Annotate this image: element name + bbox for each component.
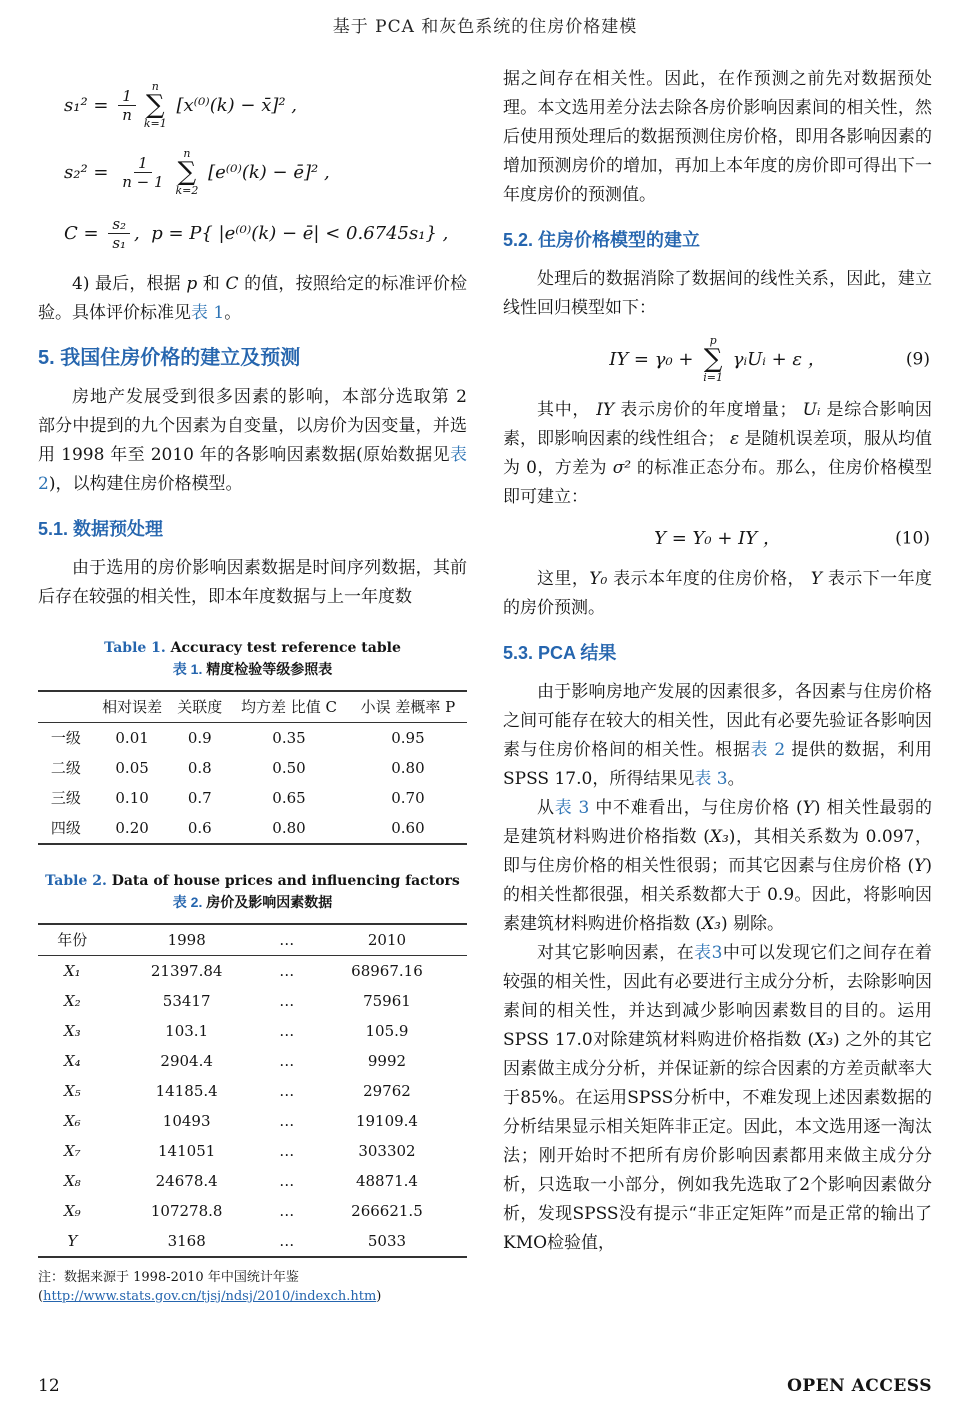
table-cell: 48871.4 [355, 1172, 418, 1190]
table-cell: … [279, 1172, 295, 1190]
table-cell: 21397.84 [150, 962, 223, 980]
paragraph-step4 [38, 270, 467, 328]
table-row [38, 1106, 467, 1136]
formula-text: [x⁽⁰⁾(k) − x̄]² , [170, 95, 298, 116]
text-segment: 中可以发现它们之间存在着较强的相关性，因此有必要进行主成分分析，去除影响因素间的相关性，并达到减少影响因素数目的目的。运用SPSS 17.0对除建筑材料购进价格指数 ( [503, 943, 933, 1050]
table-cell: … [279, 1052, 295, 1070]
table-ref-link[interactable]: 表3 [694, 943, 723, 963]
table-cell: X₂ [63, 992, 81, 1010]
table-cell: 0.8 [187, 759, 212, 777]
text-segment: 房价及影响因素数据 [206, 894, 333, 910]
text-segment: X₃ [702, 914, 721, 934]
table-row [38, 723, 467, 754]
open-access-label: OPEN ACCESS [787, 1376, 932, 1396]
text-segment: 提供的数据，利用 SPSS 17.0，所得结果见 [503, 740, 932, 789]
table1-accuracy-reference [38, 690, 467, 845]
table-cell: 一级 [50, 729, 81, 747]
text-segment: )，以构建住房价格模型。 [48, 474, 243, 494]
formula-text: s₂² = [64, 162, 115, 183]
table1-body [38, 723, 467, 845]
equation-10-row [503, 524, 932, 553]
table-cell: 0.9 [187, 729, 212, 747]
formula-s2-squared [64, 148, 467, 197]
formula-text: C = [64, 223, 105, 244]
table-cell: 141051 [158, 1142, 216, 1160]
text-segment: 精度检验等级参照表 [206, 661, 333, 677]
table-row [38, 753, 467, 783]
table-row [38, 956, 467, 987]
text-segment: ) 的相关性都很强，相关系数都大于 0.9。因此，将影响因素建筑材料购进价格指数 ( [503, 856, 932, 934]
text-segment: ) 剔除。 [720, 914, 785, 934]
paragraph-section5-1 [38, 554, 467, 612]
formula-text: γᵢUᵢ + ε ， [726, 349, 826, 370]
table-cell: 相对误差 [102, 698, 163, 716]
formula-text: Y = Y₀ + IY ， [654, 528, 781, 549]
text-segment: ) 之外的其它因素做主成分分析，并保证新的综合因素的方差贡献率大于85%。在运用SPSS分析中，不难发现上述因素数据的分析结果显示相关矩阵非正定。因此，本文选用逐一淘汰法；刚开始时不把所有房价影响因素都用来做主成分分析，只选取一小部分，例如我先选取了2个影响因素做分析，发现SPSS没有提示“非正定矩阵”而是正常的输出了KMO检验值， [503, 1030, 932, 1253]
table-cell: 0.80 [272, 819, 306, 837]
fraction: $\frac{1}{n}$ [118, 87, 136, 124]
table1-header [38, 691, 467, 723]
equation-10-number: (10) [895, 528, 930, 548]
paragraph-5-2-closing [503, 565, 932, 623]
text-segment: 由于影响房地产发展的因素很多，各因素与住房价格之间可能存在较大的相关性，因此有必要先验证各影响因素与住房价格间的相关性。根据 [503, 682, 932, 760]
text-segment: 表 1. [172, 661, 207, 677]
text-segment: 处理后的数据消除了数据间的线性关系，因此，建立线性回归模型如下： [503, 269, 932, 318]
table-cell: X₉ [63, 1202, 81, 1220]
table-cell: 0.65 [272, 789, 306, 807]
equation-10-formula [654, 524, 781, 553]
table-cell: X₄ [63, 1052, 81, 1070]
text-segment: X₃ [709, 827, 729, 847]
text-segment: 。 [224, 303, 242, 323]
section-5-heading: 5. 我国住房价格的建立及预测 [38, 347, 301, 369]
table-cell: 2010 [367, 931, 407, 949]
table-cell: 2904.4 [160, 1052, 213, 1070]
table-cell: 0.01 [115, 729, 149, 747]
text-segment: Data of house prices and influencing factors [111, 873, 460, 889]
table-cell: 105.9 [365, 1022, 409, 1040]
table-cell: 关联度 [177, 698, 223, 716]
table-cell: 小误 差概率 P [360, 698, 456, 716]
table-cell: 二级 [50, 759, 81, 777]
section-5-2-heading: 5.2. 住房价格模型的建立 [503, 230, 701, 250]
text-segment: Table 1. [104, 640, 171, 656]
paragraph-section5-intro [38, 383, 467, 499]
table-cell: 均方差 比值 C [240, 698, 337, 716]
table-cell: 0.95 [391, 729, 425, 747]
table-row [38, 1016, 467, 1046]
table-cell: … [279, 1022, 295, 1040]
table-ref-link[interactable]: 表 3 [694, 769, 728, 789]
summation-symbol: n ∑ k=1 [143, 80, 167, 130]
table-cell: 0.6 [187, 819, 212, 837]
formula-text: , p = P{ |e⁽⁰⁾(k) − ē| < 0.6745s₁} , [134, 223, 449, 244]
table1-caption-zh [38, 659, 467, 680]
paragraph-5-3-c [503, 939, 932, 1258]
text-segment: 从 [537, 798, 555, 818]
table-row [38, 1136, 467, 1166]
table-cell: 103.1 [165, 1022, 209, 1040]
text-segment: )，其相关系数为 0.097，即与住房价格的相关性很弱；而其它因素与住房价格 ( [503, 827, 932, 876]
table-cell: 1998 [167, 931, 206, 949]
text-segment: Y₀ [589, 569, 608, 589]
table-cell: X₁ [63, 962, 81, 980]
formula-c-ratio [64, 215, 467, 252]
paragraph-continuation [503, 65, 932, 210]
page-number: 12 [38, 1376, 60, 1396]
table-cell: 9992 [367, 1052, 407, 1070]
table-cell: … [279, 1112, 295, 1130]
paragraph-5-3-a [503, 678, 932, 794]
table-row [38, 1226, 467, 1257]
text-segment: 表示下一年度的房价预测。 [503, 569, 932, 618]
table-cell: 0.7 [187, 789, 212, 807]
table-cell: X₇ [63, 1142, 81, 1160]
table2-caption-en [38, 871, 467, 892]
table2-source-note [38, 1268, 467, 1306]
table-cell: 266621.5 [351, 1202, 423, 1220]
text-segment: Y [802, 798, 814, 818]
table-row [38, 1166, 467, 1196]
summation-symbol: n ∑ k=2 [175, 147, 199, 197]
text-segment: 其中， [537, 400, 597, 420]
table-cell: 三级 [50, 789, 81, 807]
table-row [38, 924, 467, 956]
text-segment: IY [596, 400, 615, 420]
table-row [38, 1196, 467, 1226]
text-segment: 的值，按照给定的标准评价检验。具体评价标准见 [38, 274, 467, 323]
table-cell: 5033 [367, 1232, 407, 1250]
text-segment: 和 [197, 274, 226, 294]
section-5-3-heading: 5.3. PCA 结果 [503, 643, 617, 663]
table-cell: 68967.16 [351, 962, 423, 980]
table-row [38, 1046, 467, 1076]
table2-body [38, 956, 467, 1258]
left-column [38, 65, 467, 1306]
equation-9-formula [609, 335, 826, 384]
text-segment: 。 [727, 769, 745, 789]
table-cell: … [279, 931, 295, 949]
table-cell: 3168 [167, 1232, 206, 1250]
table-row [38, 813, 467, 844]
table-cell: 14185.4 [155, 1082, 218, 1100]
table-cell: 0.35 [272, 729, 306, 747]
equation-9-row [503, 335, 932, 384]
text-segment: Table 2. [45, 873, 112, 889]
text-segment: 由于选用的房价影响因素数据是时间序列数据，其前后存在较强的相关性，即本年度数据与上一年度数 [38, 558, 467, 607]
formula-s1-squared [64, 81, 467, 130]
table-ref-link[interactable]: 表 2 [38, 445, 467, 494]
table-cell: 0.70 [391, 789, 425, 807]
note-url-link[interactable]: http://www.stats.gov.cn/tjsj/ndsj/2010/indexch.htm [43, 1289, 377, 1304]
table-cell: 年份 [57, 931, 88, 949]
table-cell: 19109.4 [355, 1112, 418, 1130]
text-segment: 是随机误差项，服从均值为 0，方差为 [503, 429, 932, 478]
text-segment: 这里， [537, 569, 590, 589]
text-segment: p [186, 274, 198, 294]
fraction: $\frac{\text{s₂}}{\text{s₁}}$ [108, 215, 130, 252]
text-segment: ε [729, 429, 740, 449]
table-cell: 0.80 [391, 759, 425, 777]
table-cell: 0.60 [391, 819, 425, 837]
table-cell: X₆ [63, 1112, 81, 1130]
text-segment: Y [810, 569, 822, 589]
table-cell: X₈ [63, 1172, 81, 1190]
table-ref-link[interactable]: 表 2 [750, 740, 786, 760]
text-segment: 中不难看出，与住房价格 ( [589, 798, 803, 818]
text-segment: ) [376, 1289, 382, 1304]
table-cell: 24678.4 [155, 1172, 218, 1190]
right-column [503, 65, 932, 1306]
summation-symbol: p ∑ i=1 [703, 334, 723, 384]
table-cell: 75961 [363, 992, 411, 1010]
formula-text: IY = γ₀ + [609, 349, 700, 370]
table-cell: … [279, 1142, 295, 1160]
paragraph-5-2-intro [503, 265, 932, 323]
table-cell: 0.05 [115, 759, 149, 777]
table2-header [38, 924, 467, 956]
formula-text: s₁² = [64, 95, 115, 116]
table-cell: 303302 [358, 1142, 416, 1160]
formula-text: [e⁽⁰⁾(k) − ē]² , [202, 162, 330, 183]
text-segment: ) 相关性最弱的是建筑材料购进价格指数 ( [503, 798, 932, 847]
table-cell: 107278.8 [150, 1202, 223, 1220]
table-row [38, 691, 467, 723]
two-column-body [38, 65, 932, 1306]
paragraph-5-3-b [503, 794, 932, 939]
page-footer [38, 1376, 932, 1396]
text-segment: Accuracy test reference table [170, 640, 401, 656]
text-segment: 是综合影响因素，即影响因素的线性组合； [503, 400, 933, 449]
text-segment: 房地产发展受到很多因素的影响，本部分选取第 2 部分中提到的九个因素为自变量，以房价为因变量，并选用 1998 年至 2010 年的各影响因素数据(原始数据见 [38, 387, 467, 465]
table-cell: … [279, 962, 295, 980]
table2-house-price-data [38, 923, 467, 1258]
table-cell: 53417 [162, 992, 211, 1010]
table-cell: 0.10 [115, 789, 149, 807]
table-cell: … [279, 992, 295, 1010]
section-5-1-heading: 5.1. 数据预处理 [38, 519, 164, 539]
table-row [38, 783, 467, 813]
table-row [38, 986, 467, 1016]
table1-caption-en [38, 638, 467, 659]
fraction: $\frac{1}{n - 1}$ [122, 154, 164, 191]
table-row [38, 1076, 467, 1106]
text-segment: 4) 最后，根据 [72, 274, 187, 294]
table-cell: X₅ [63, 1082, 81, 1100]
text-segment: 据之间存在相关性。因此，在作预测之前先对数据预处理。本文选用差分法去除各房价影响因素间的相关性，然后使用预处理后的数据预测住房价格，即用各影响因素的增加预测房价的增加，再加上本年度的房价即可得出下一年度房价的预测值。 [503, 69, 932, 205]
table-ref-link[interactable]: 表 3 [554, 798, 590, 818]
text-segment: X₃ [814, 1030, 834, 1050]
table-cell: X₃ [63, 1022, 81, 1040]
text-segment: 注：数据来源于 1998-2010 年中国统计年鉴 ( [38, 1270, 299, 1304]
text-segment: σ² [612, 458, 632, 478]
table-cell: 四级 [50, 819, 81, 837]
equation-9-number: (9) [905, 349, 930, 369]
formula-block [64, 81, 467, 252]
table-cell: 0.20 [115, 819, 149, 837]
text-segment: 对其它影响因素，在 [537, 943, 695, 963]
text-segment: 表示本年度的住房价格， [607, 569, 811, 589]
table-cell: 10493 [162, 1112, 211, 1130]
text-segment: Uᵢ [802, 400, 821, 420]
table-cell: Y [67, 1232, 78, 1250]
text-segment: 表示房价的年度增量； [614, 400, 803, 420]
text-segment: C [225, 274, 239, 294]
text-segment: Y [914, 856, 926, 876]
table-cell: … [279, 1232, 295, 1250]
table-cell: … [279, 1202, 295, 1220]
running-head-title: 基于 PCA 和灰色系统的住房价格建模 [332, 17, 638, 37]
table2-caption-zh [38, 892, 467, 913]
table-cell [38, 691, 94, 723]
table-ref-link[interactable]: 表 1 [191, 303, 225, 323]
table-cell: 0.50 [272, 759, 306, 777]
table-cell: … [279, 1082, 295, 1100]
text-segment: 的标准正态分布。那么，住房价格模型即可建立： [503, 458, 933, 507]
table-cell: 29762 [363, 1082, 411, 1100]
paragraph-5-2-explain [503, 396, 932, 512]
text-segment: 表 2. [172, 894, 207, 910]
